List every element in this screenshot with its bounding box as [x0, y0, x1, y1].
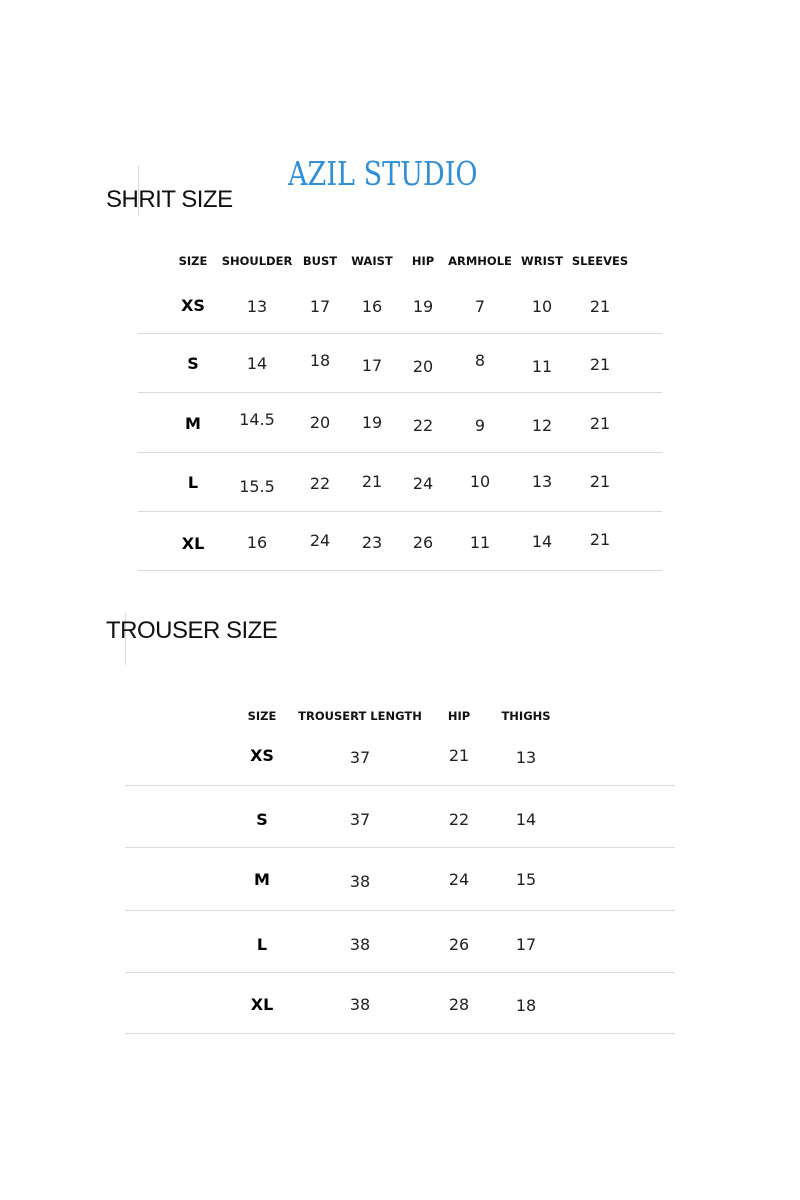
shirt-cell: 15.5	[239, 477, 275, 496]
shirt-header-waist: WAIST	[351, 254, 393, 268]
shirt-cell: 13	[246, 297, 268, 316]
shirt-cell: 21	[361, 472, 383, 491]
trouser-cell: 26	[448, 935, 470, 954]
trouser-row-divider	[125, 847, 675, 848]
shirt-size-label: L	[187, 473, 199, 492]
shirt-cell: 24	[309, 531, 331, 550]
trouser-cell: 24	[448, 870, 470, 889]
shirt-cell: 20	[309, 413, 331, 432]
trouser-header-trousert-length: TROUSERT LENGTH	[298, 709, 422, 723]
shirt-cell: 17	[309, 297, 331, 316]
shirt-cell: 18	[309, 351, 331, 370]
shirt-row-divider	[138, 333, 662, 334]
shirt-cell: 21	[589, 355, 611, 374]
shirt-cell: 26	[412, 533, 434, 552]
shirt-header-wrist: WRIST	[521, 254, 563, 268]
trouser-cell: 37	[349, 748, 371, 767]
shirt-size-label: XS	[181, 296, 205, 315]
trouser-cell: 37	[349, 810, 371, 829]
shirt-size-label: M	[185, 414, 201, 433]
shirt-row-divider	[138, 570, 662, 571]
shirt-cell: 19	[361, 413, 383, 432]
shirt-cell: 9	[474, 416, 486, 435]
trouser-row-divider	[125, 1033, 675, 1034]
shirt-cell: 10	[469, 472, 491, 491]
trouser-header-size: SIZE	[247, 709, 277, 723]
shirt-cell: 14	[531, 532, 553, 551]
trouser-header-thighs: THIGHS	[501, 709, 551, 723]
trouser-row-divider	[125, 785, 675, 786]
shirt-cell: 22	[309, 474, 331, 493]
shirt-cell: 19	[412, 297, 434, 316]
trouser-size-label: XL	[250, 995, 274, 1014]
shirt-cell: 11	[469, 533, 491, 552]
shirt-size-label: S	[187, 354, 199, 373]
shirt-cell: 8	[474, 351, 486, 370]
shirt-cell: 22	[412, 416, 434, 435]
trouser-size-label: S	[256, 810, 268, 829]
trouser-cell: 14	[515, 810, 537, 829]
trouser-cell: 13	[515, 748, 537, 767]
trouser-row-divider	[125, 910, 675, 911]
shirt-row-divider	[138, 452, 662, 453]
shirt-cell: 10	[531, 297, 553, 316]
shirt-cell: 14	[246, 354, 268, 373]
trouser-size-label: M	[254, 870, 270, 889]
shirt-header-armhole: ARMHOLE	[448, 254, 512, 268]
trouser-size-label: XS	[250, 746, 274, 765]
trouser-cell: 38	[349, 995, 371, 1014]
trouser-header-hip: HIP	[447, 709, 471, 723]
trouser-section-title: TROUSER SIZE	[106, 617, 278, 644]
shirt-cell: 21	[589, 297, 611, 316]
trouser-row-divider	[125, 972, 675, 973]
shirt-cell: 17	[361, 356, 383, 375]
shirt-row-divider	[138, 511, 662, 512]
trouser-cell: 21	[448, 746, 470, 765]
shirt-section-title: SHRIT SIZE	[106, 186, 233, 213]
trouser-cell: 22	[448, 810, 470, 829]
trouser-cell: 18	[515, 996, 537, 1015]
brand-logo: AZIL STUDIO	[288, 154, 478, 193]
trouser-cell: 38	[349, 872, 371, 891]
shirt-header-hip: HIP	[411, 254, 435, 268]
shirt-header-sleeves: SLEEVES	[571, 254, 629, 268]
shirt-cell: 20	[412, 357, 434, 376]
shirt-cell: 11	[531, 357, 553, 376]
trouser-cell: 28	[448, 995, 470, 1014]
shirt-cell: 16	[361, 297, 383, 316]
shirt-size-label: XL	[181, 534, 205, 553]
shirt-cell: 12	[531, 416, 553, 435]
shirt-cell: 7	[474, 297, 486, 316]
shirt-cell: 21	[589, 530, 611, 549]
shirt-cell: 16	[246, 533, 268, 552]
trouser-cell: 17	[515, 935, 537, 954]
shirt-cell: 24	[412, 474, 434, 493]
shirt-header-shoulder: SHOULDER	[221, 254, 293, 268]
shirt-header-size: SIZE	[178, 254, 208, 268]
trouser-cell: 38	[349, 935, 371, 954]
shirt-row-divider	[138, 392, 662, 393]
trouser-size-label: L	[256, 935, 268, 954]
shirt-cell: 23	[361, 533, 383, 552]
shirt-cell: 14.5	[239, 410, 275, 429]
shirt-cell: 21	[589, 472, 611, 491]
shirt-cell: 13	[531, 472, 553, 491]
trouser-cell: 15	[515, 870, 537, 889]
shirt-header-bust: BUST	[302, 254, 338, 268]
shirt-cell: 21	[589, 414, 611, 433]
